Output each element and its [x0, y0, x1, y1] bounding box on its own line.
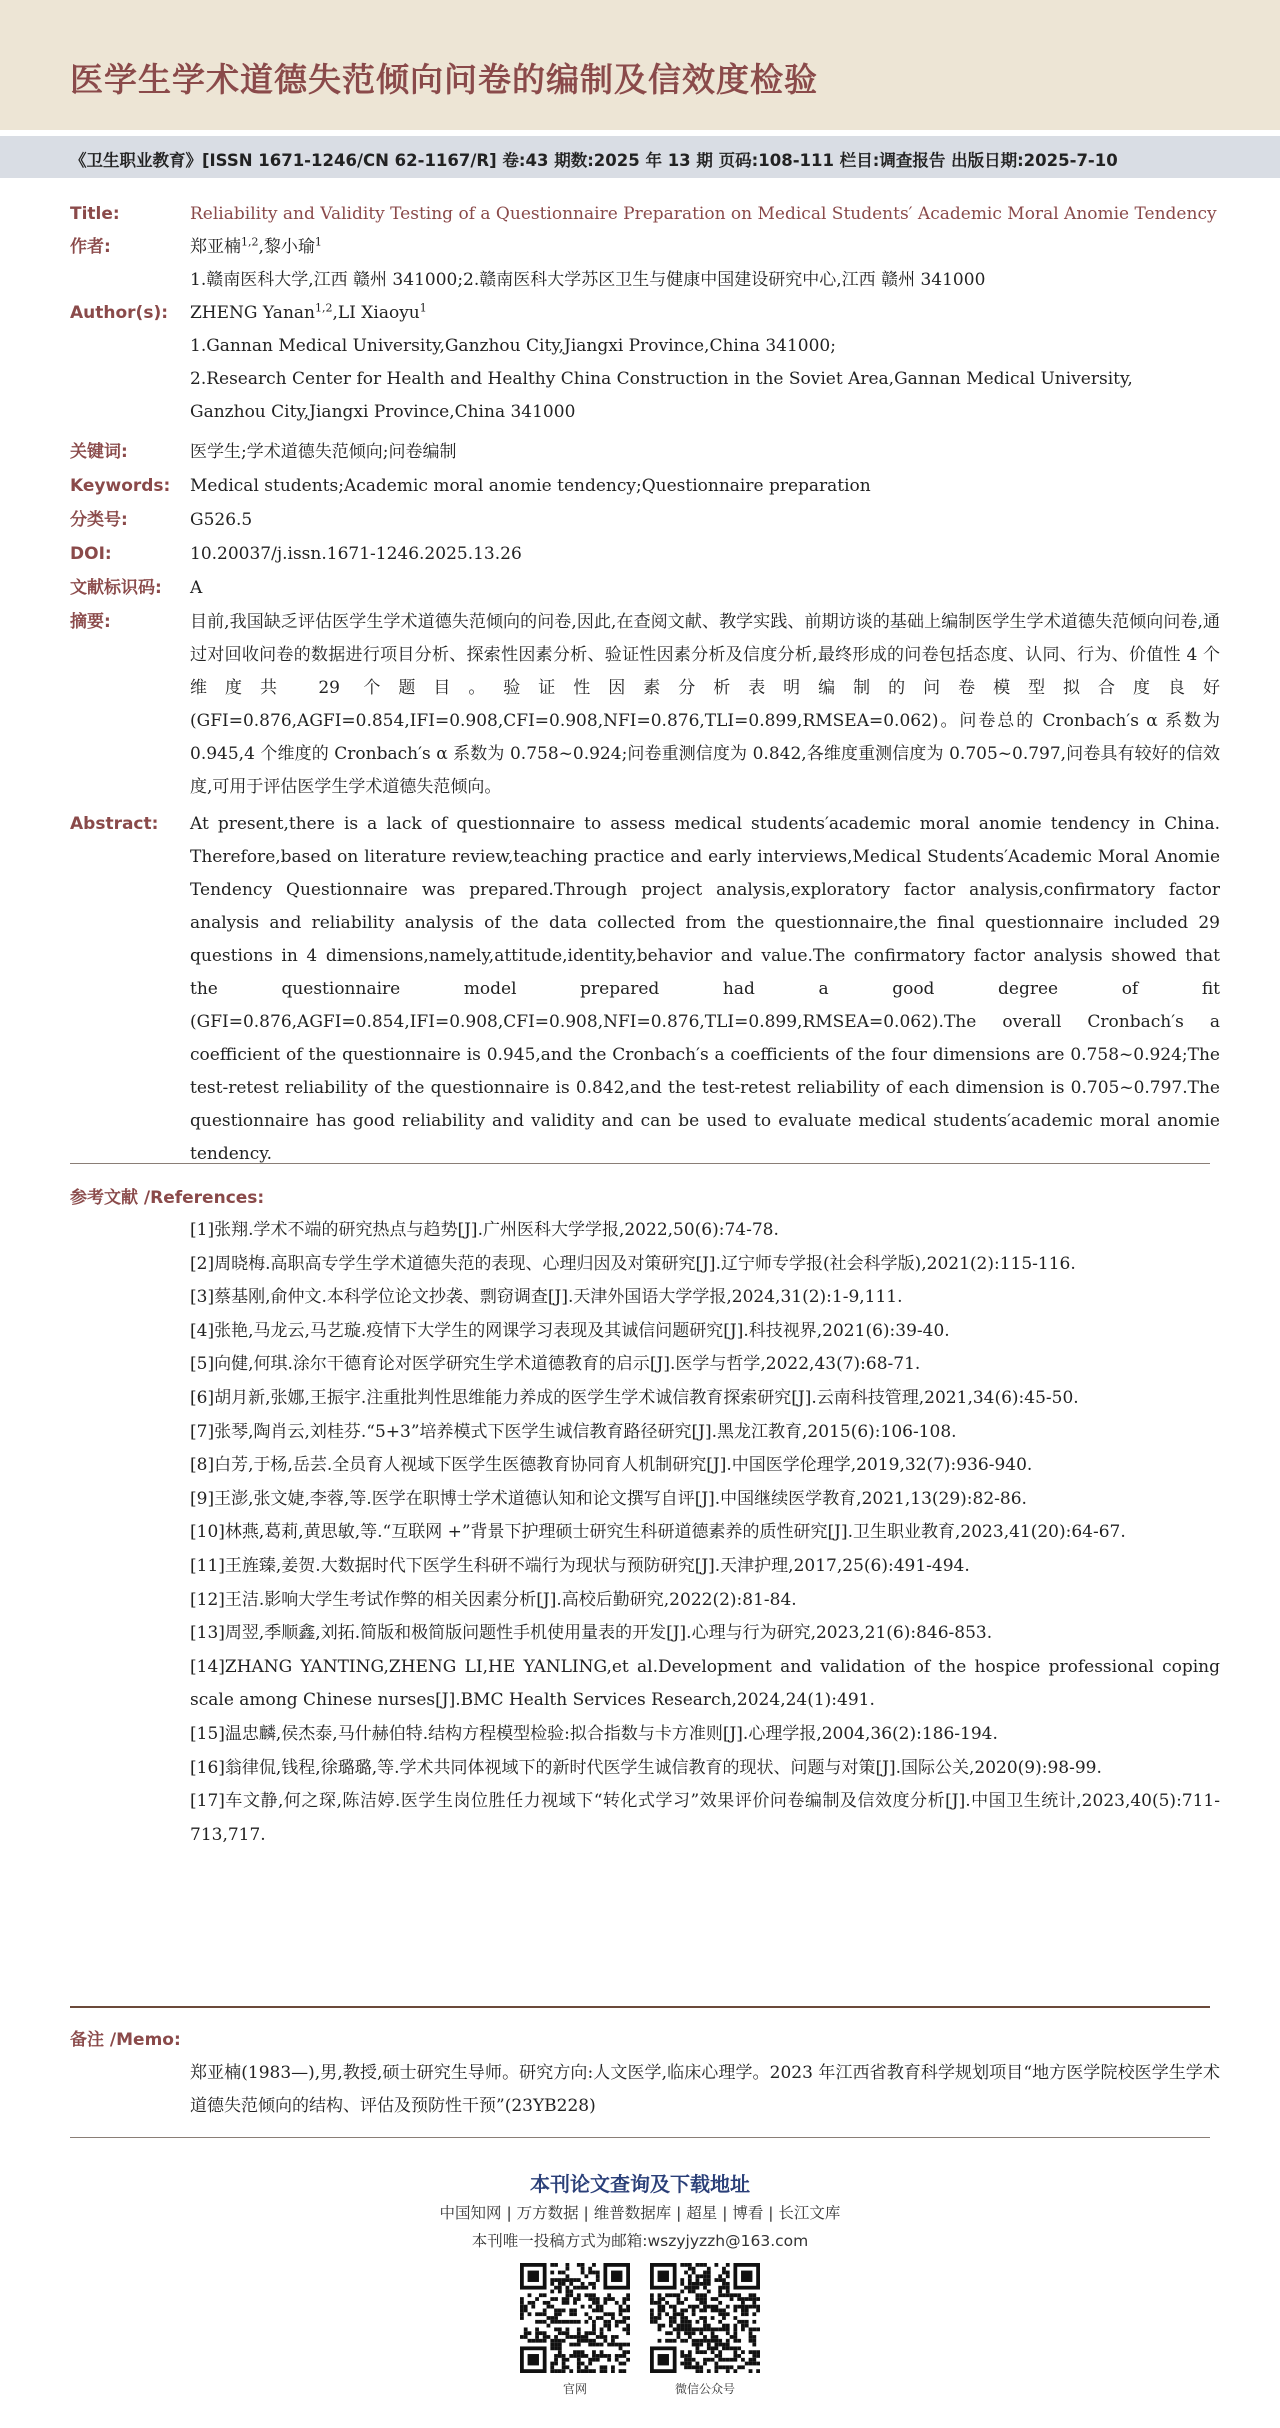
reference-item: [10]林燕,葛莉,黄思敏,等.“互联网 +”背景下护理硕士研究生科研道德素养的质性研究[J].卫生职业教育,2023,41(20):64-67. [190, 1522, 1126, 1543]
reference-item: [8]白芳,于杨,岳芸.全员育人视域下医学生医德教育协同育人机制研究[J].中国医学伦理学,2019,32(7):936-940. [190, 1455, 1033, 1476]
references-list [190, 1214, 1220, 1852]
title-en: Reliability and Validity Testing of a Questionnaire Preparation on Medical Students′ Academic Moral Anomie Tendency [190, 204, 1217, 224]
divider-references [70, 1163, 1210, 1164]
abstract-zh: 目前,我国缺乏评估医学生学术道德失范倾向的问卷,因此,在查阅文献、教学实践、前期访谈的基础上编制医学生学术道德失范倾向问卷,通过对回收问卷的数据进行项目分析、探索性因素分析、验证性因素分析及信度分析,最终形成的问卷包括态度、认同、行为、价值性 4 个维度共 29 个题目。验证性因素分析表明编制的问卷模型拟合度良好(GFI=0.876,AGFI=0.854,IFI=0.908,CFI=0.908,NFI=0.876,TLI=0.899,RMSEA=0.062)。问卷总的 Cronbach′s α 系数为 0.945,4 个维度的 Cronbach′s α 系数为 0.758~0.924;问卷重测信度为 0.842,各维度重测信度为 0.705~0.797,问卷具有较好的信效度,可用于评估医学生学术道德失范倾向。 [190, 612, 1220, 797]
class-label: 分类号: [70, 510, 128, 530]
reference-item: [17]车文静,何之琛,陈洁婷.医学生岗位胜任力视域下“转化式学习”效果评价问卷编制及信效度分析[J].中国卫生统计,2023,40(5):711-713,717. [190, 1791, 1220, 1845]
doi-row [70, 538, 1220, 571]
keywords-zh-label: 关键词: [70, 442, 128, 462]
divider-footer [70, 2137, 1210, 2138]
meta-title-row [70, 198, 1220, 231]
reference-item: [12]王洁.影响大学生考试作弊的相关因素分析[J].高校后勤研究,2022(2):81-84. [190, 1589, 797, 1610]
abstract-en: At present,there is a lack of questionnaire to assess medical students′academic moral anomie tendency in China. Therefore,based on literature review,teaching practice and early interviews,Medical Students′Academic Moral Anomie Tendency Questionnaire was prepared.Through project analysis,exploratory factor analysis,confirmatory factor analysis and reliability analysis of the data collected from the questionnaire,the final questionnaire included 29 questions in 4 dimensions,namely,attitude,identity,behavior and value.The confirmatory factor analysis showed that the questionnaire model prepared had a good degree of fit (GFI=0.876,AGFI=0.854,IFI=0.908,CFI=0.908,NFI=0.876,TLI=0.899,RMSEA=0.062).The overall Cronbach′s a coefficient of the questionnaire is 0.945,and the Cronbach′s a coefficients of the four dimensions are 0.758~0.924;The test-retest reliability of the questionnaire is 0.842,and the test-retest reliability of each dimension is 0.705~0.797.The questionnaire has good reliability and validity and can be used to evaluate medical students′academic moral anomie tendency. [190, 814, 1220, 1164]
title-label: Title: [70, 204, 120, 224]
author-name-1: 郑亚楠 [190, 237, 241, 257]
memo-label: 备注 /Memo: [70, 2030, 181, 2050]
author-zh [190, 231, 1220, 297]
reference-item: [14]ZHANG YANTING,ZHENG LI,HE YANLING,et al.Development and validation of the hospice professional coping scale among Chinese nurses[J].BMC Health Services Research,2024,24(1):491. [190, 1656, 1220, 1711]
reference-item: [7]张琴,陶肖云,刘桂芬.“5+3”培养模式下医学生诚信教育路径研究[J].黑龙江教育,2015(6):106-108. [190, 1421, 957, 1442]
reference-item: [9]王澎,张文婕,李蓉,等.医学在职博士学术道德认知和论文撰写自评[J].中国继续医学教育,2021,13(29):82-86. [190, 1488, 1027, 1509]
affiliation-en-1: 1.Gannan Medical University,Ganzhou City,Jiangxi Province,China 341000; [190, 336, 836, 356]
doccode-label: 文献标识码: [70, 578, 162, 598]
reference-item: [4]张艳,马龙云,马艺璇.疫情下大学生的网课学习表现及其诚信问题研究[J].科技视界,2021(6):39-40. [190, 1320, 950, 1341]
title-banner [0, 0, 1280, 130]
reference-item: [2]周晓梅.高职高专学生学术道德失范的表现、心理归因及对策研究[J].辽宁师专学报(社会科学版),2021(2):115-116. [190, 1253, 1076, 1274]
author-en-sup-1: 1,2 [314, 301, 333, 315]
author-en-name-1: ZHENG Yanan [190, 303, 315, 323]
abstract-zh-row [70, 606, 1220, 806]
footer-email[interactable]: 本刊唯一投稿方式为邮箱:wszyjyzzh@163.com [471, 2232, 809, 2250]
qr-left-caption: 官网 [562, 2382, 587, 2396]
reference-item: [5]向健,何琪.涂尔干德育论对医学研究生学术道德教育的启示[J].医学与哲学,2022,43(7):68-71. [190, 1354, 921, 1375]
footer-databases[interactable]: 中国知网 | 万方数据 | 维普数据库 | 超星 | 博看 | 长江文库 [439, 2204, 841, 2222]
footer-title: 本刊论文查询及下载地址 [530, 2172, 750, 2196]
author-label: 作者: [70, 237, 111, 257]
references-label: 参考文献 /References: [70, 1188, 265, 1208]
affiliation-zh: 1.赣南医科大学,江西 赣州 341000;2.赣南医科大学苏区卫生与健康中国建设研究中心,江西 赣州 341000 [190, 270, 986, 290]
abstract-en-label: Abstract: [70, 814, 159, 834]
memo-text: 郑亚楠(1983—),男,教授,硕士研究生导师。研究方向:人文医学,临床心理学。2023 年江西省教育科学规划项目“地方医学院校医学生学术道德失范倾向的结构、评估及预防性干预”(23YB228) [190, 2063, 1220, 2116]
keywords-en: Medical students;Academic moral anomie tendency;Questionnaire preparation [190, 476, 871, 496]
doi-value[interactable]: 10.20037/j.issn.1671-1246.2025.13.26 [190, 544, 522, 564]
meta-author-row [70, 231, 1220, 297]
abstract-en-row [70, 808, 1220, 1164]
doccode-row [70, 572, 1220, 605]
class-value: G526.5 [190, 510, 253, 530]
author-en-label: Author(s): [70, 303, 169, 323]
author-sup-1: 1,2 [241, 235, 259, 249]
divider-memo [70, 2006, 1210, 2008]
qr-right-caption: 微信公众号 [674, 2382, 735, 2396]
keywords-en-label: Keywords: [70, 476, 171, 496]
class-row [70, 504, 1220, 537]
page-title: 医学生学术道德失范倾向问卷的编制及信效度检验 [70, 60, 818, 99]
reference-item: [1]张翔.学术不端的研究热点与趋势[J].广州医科大学学报,2022,50(6):74-78. [190, 1220, 779, 1240]
keywords-zh-row [70, 436, 1220, 469]
reference-item: [3]蔡基刚,俞仲文.本科学位论文抄袭、剽窃调查[J].天津外国语大学学报,2024,31(2):1-9,111. [190, 1287, 903, 1308]
meta-author-en-row [70, 297, 1220, 429]
qr-code-icon[interactable] [650, 2263, 760, 2373]
qr-code-icon[interactable] [520, 2263, 630, 2373]
reference-item: [16]翁律侃,钱程,徐璐璐,等.学术共同体视域下的新时代医学生诚信教育的现状、问题与对策[J].国际公关,2020(9):98-99. [190, 1757, 1102, 1778]
author-en-name-2: ,LI Xiaoyu [332, 303, 420, 323]
reference-item: [11]王旌臻,姜贺.大数据时代下医学生科研不端行为现状与预防研究[J].天津护理,2017,25(6):491-494. [190, 1555, 970, 1576]
author-en-sup-2: 1 [419, 301, 427, 315]
reference-item: [13]周翌,季顺鑫,刘拓.简版和极简版问题性手机使用量表的开发[J].心理与行为研究,2023,21(6):846-853. [190, 1623, 993, 1644]
affiliation-en-2: 2.Research Center for Health and Healthy China Construction in the Soviet Area,Gannan Medical University, [190, 369, 1133, 389]
doccode-value: A [190, 578, 203, 598]
reference-item: [6]胡月新,张娜,王振宇.注重批判性思维能力养成的医学生学术诚信教育探索研究[J].云南科技管理,2021,34(6):45-50. [190, 1387, 1079, 1408]
reference-item: [15]温忠麟,侯杰泰,马什赫伯特.结构方程模型检验:拟合指数与卡方准则[J].心理学报,2004,36(2):186-194. [190, 1723, 998, 1744]
author-name-2: ,黎小瑜 [258, 237, 315, 257]
citation-text: 《卫生职业教育》[ISSN 1671-1246/CN 62-1167/R] 卷:43 期数:2025 年 13 期 页码:108-111 栏目:调查报告 出版日期:2025-7-10 [70, 151, 1118, 170]
citation-bar [0, 136, 1280, 178]
keywords-zh: 医学生;学术道德失范倾向;问卷编制 [190, 442, 457, 462]
doi-label: DOI: [70, 544, 112, 564]
author-en [190, 297, 1220, 429]
abstract-zh-label: 摘要: [70, 612, 111, 632]
affiliation-en-3: Ganzhou City,Jiangxi Province,China 341000 [190, 402, 576, 422]
author-sup-2: 1 [314, 235, 322, 249]
keywords-en-row [70, 470, 1220, 503]
